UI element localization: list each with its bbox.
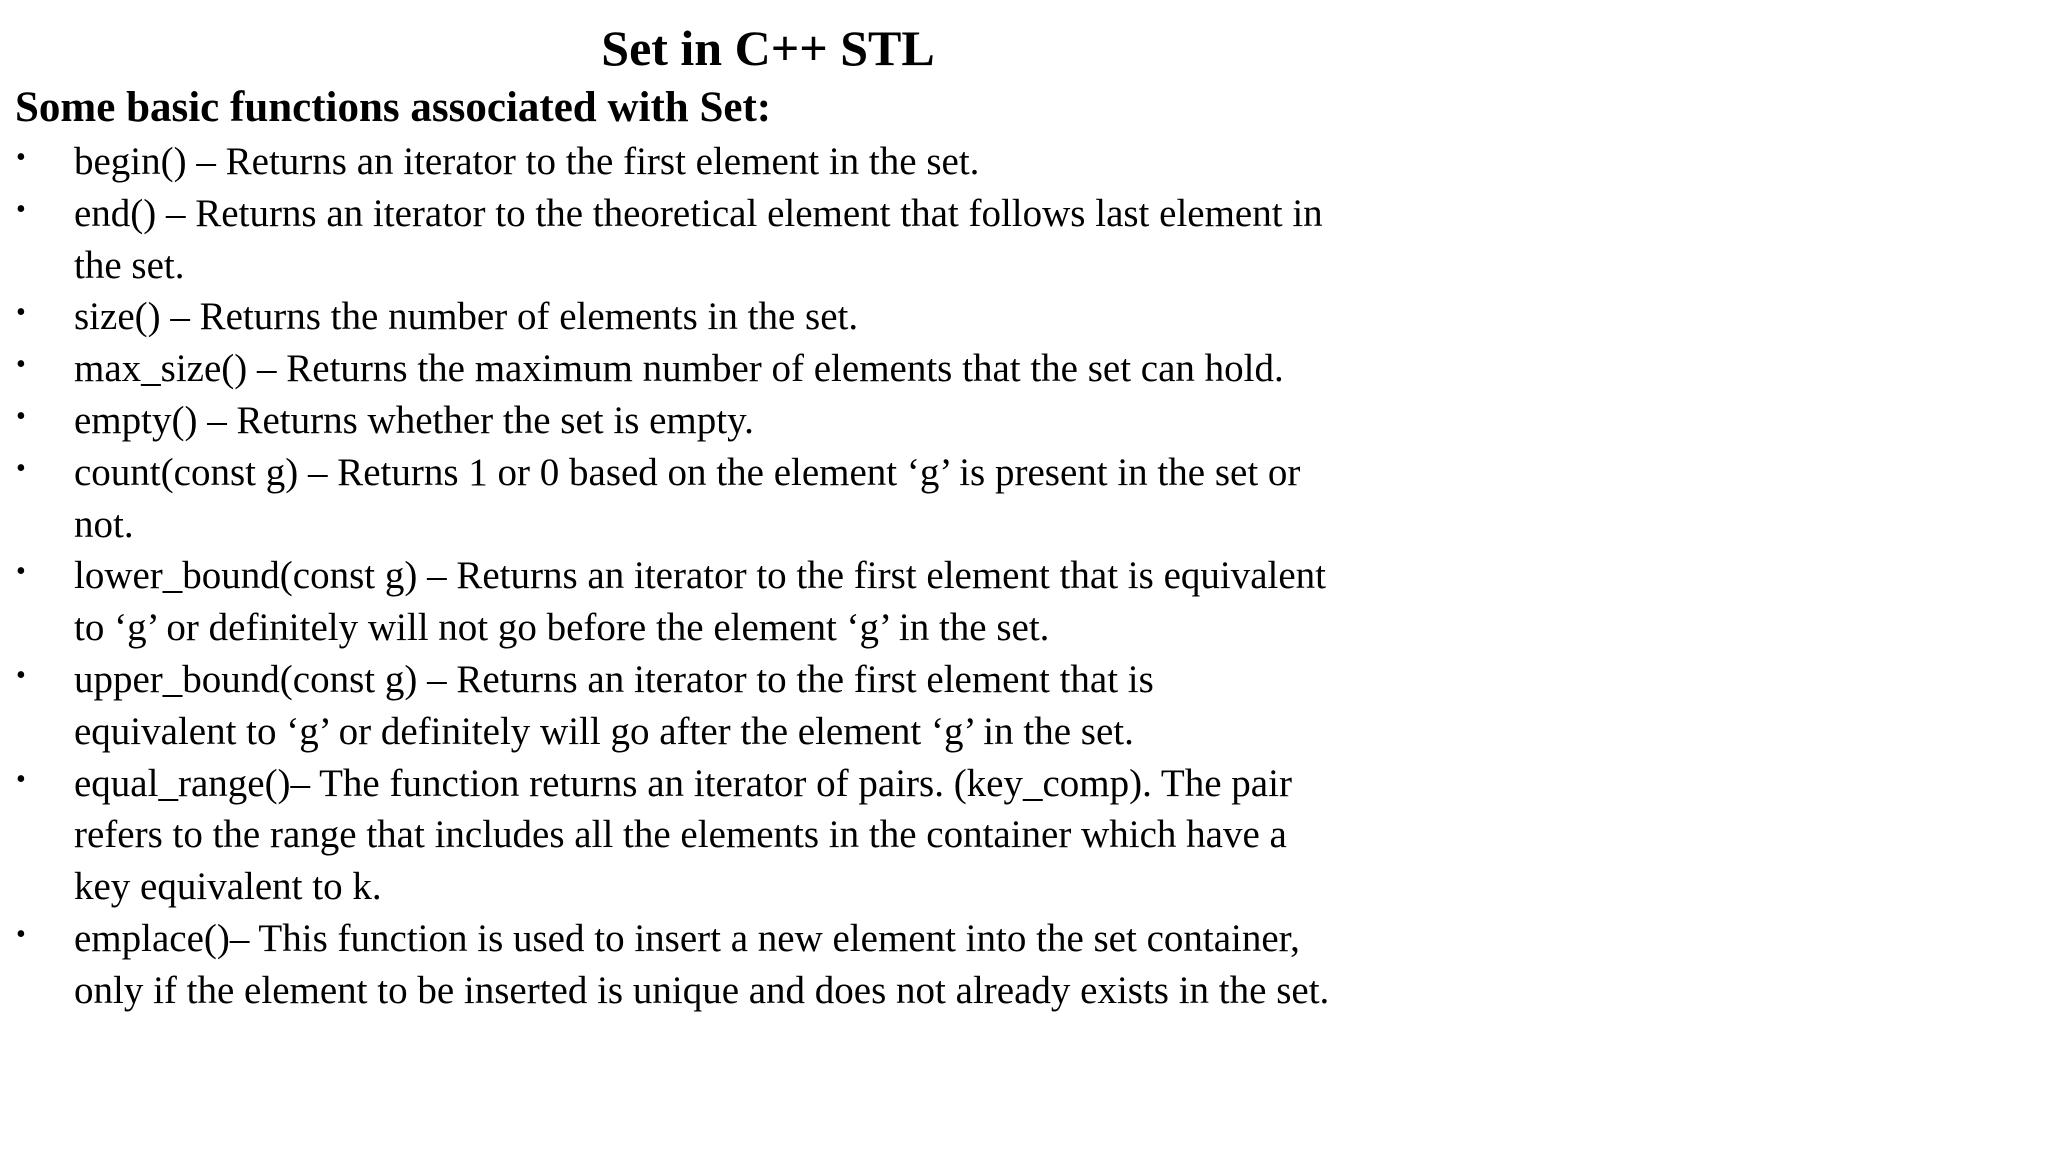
bullet-icon: • [16, 297, 26, 329]
bullet-text-line: not. [74, 502, 134, 546]
bullet-icon: • [16, 452, 26, 484]
bullet-text-line: the set. [74, 243, 185, 287]
bullet-item-begin [0, 136, 1560, 188]
bullet-text-line: max_size() – Returns the maximum number of elements that the set can hold. [74, 347, 1284, 391]
bullet-icon: • [16, 918, 26, 950]
bullet-item-empty [0, 395, 1560, 447]
bullet-icon: • [16, 400, 26, 432]
bullet-text-line: key equivalent to k. [74, 865, 382, 909]
bullet-icon: • [16, 349, 26, 381]
bullet-item-end [0, 188, 1560, 292]
bullet-icon: • [16, 142, 26, 173]
bullet-item-emplace [0, 913, 1560, 1017]
bullet-icon: • [16, 556, 26, 588]
slide-subtitle: Some basic functions associated with Set: [15, 84, 772, 131]
bullet-text-line: empty() – Returns whether the set is empty. [74, 398, 754, 442]
bullet-text-line: to ‘g’ or definitely will not go before the element ‘g’ in the set. [74, 606, 1050, 650]
bullet-icon: • [16, 193, 26, 225]
bullet-item-upper-bound [0, 654, 1560, 758]
bullet-text-line: only if the element to be inserted is unique and does not already exists in the set. [74, 968, 1330, 1012]
function-bullet-list [0, 136, 1560, 1017]
bullet-text-line: end() – Returns an iterator to the theoretical element that follows last element in [74, 191, 1323, 235]
bullet-text-line: lower_bound(const g) – Returns an iterator to the first element that is equivalent [74, 554, 1326, 598]
bullet-icon: • [16, 763, 26, 795]
bullet-text-line: size() – Returns the number of elements in the set. [74, 295, 859, 339]
bullet-icon: • [16, 659, 26, 691]
bullet-item-size [0, 291, 1560, 343]
bullet-item-equal-range [0, 758, 1560, 913]
bullet-text-line: emplace()– This function is used to insert a new element into the set container, [74, 916, 1300, 960]
bullet-text-line: begin() – Returns an iterator to the first element in the set. [74, 140, 980, 183]
bullet-item-count [0, 447, 1560, 551]
bullet-text-line: refers to the range that includes all the elements in the container which have a [74, 813, 1287, 857]
bullet-text-line: count(const g) – Returns 1 or 0 based on the element ‘g’ is present in the set or [74, 450, 1301, 494]
bullet-text-line: equivalent to ‘g’ or definitely will go after the element ‘g’ in the set. [74, 709, 1134, 753]
slide-title: Set in C++ STL [601, 20, 935, 76]
bullet-text-line: equal_range()– The function returns an iterator of pairs. (key_comp). The pair [74, 761, 1292, 805]
bullet-item-lower-bound [0, 550, 1560, 654]
bullet-text-line: upper_bound(const g) – Returns an iterator to the first element that is [74, 657, 1154, 701]
bullet-item-max-size [0, 343, 1560, 395]
